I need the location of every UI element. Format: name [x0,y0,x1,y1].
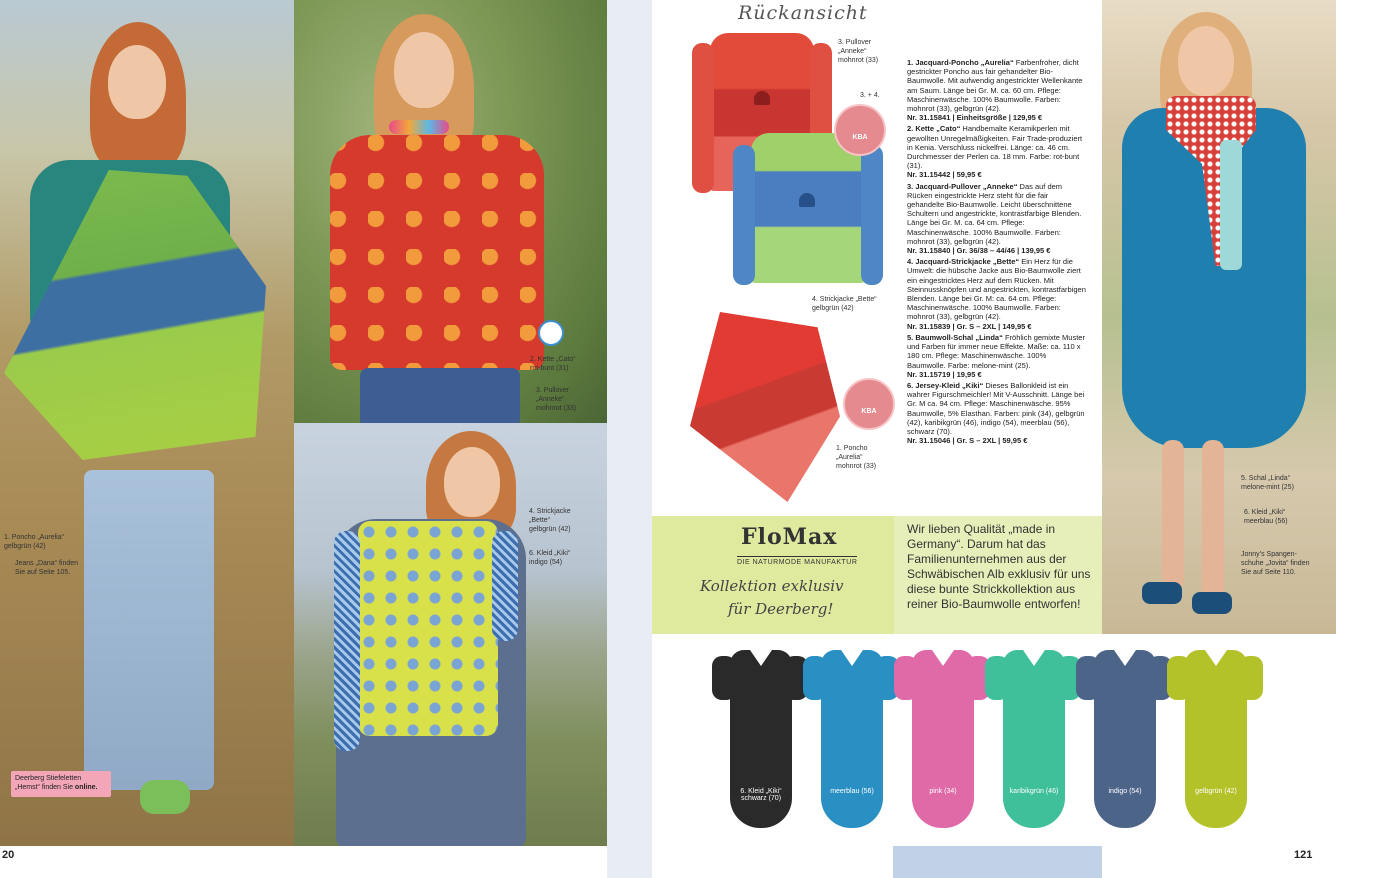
caption-line: Sie auf Seite 105. [15,569,71,576]
heart-icon [799,193,815,207]
caption-line: „Aurelia“ [836,454,863,461]
caption-line: 1. Poncho [836,445,868,452]
dress-swatch[interactable] [803,650,895,828]
caption-line: 6. Kleid „Kiki“ [529,550,571,557]
schal-caption [1241,474,1294,492]
caption-line: 4. Strickjacke „Bette“ [812,296,877,303]
dress-color-label: schwarz (70) [740,795,782,802]
product-descriptions [907,58,1087,447]
caption-line: 3. Pullover [536,387,570,394]
caption-line: meerblau (56) [1244,518,1288,525]
caption-line: 2. Kette „Cato“ [530,356,576,363]
dress-color-label: indigo (54) [1108,788,1142,795]
dress-caption [1171,788,1261,795]
badge-link-text[interactable]: online. [74,784,98,791]
kba-badge [834,104,886,156]
poncho-caption [4,533,64,551]
caption-line: 4. Strickjacke [529,508,571,515]
caption-line: gelbgrün (42) [529,526,571,533]
back-view-title: Rückansicht [738,2,868,24]
caption-line: mohnrot (33) [836,463,877,470]
poncho-model-photo [0,0,294,846]
caption-line: „Anneke“ [838,48,867,55]
product-order: Nr. 31.15841 | Einheitsgröße | 129,95 € [907,113,1043,123]
product-title: 6. Jersey-Kleid „Kiki“ [907,380,984,390]
caption-line: „Bette“ [529,517,551,524]
page-gutter [607,0,652,878]
caption-line: mohnrot (33) [536,405,577,412]
flomax-script-line1: Kollektion exklusiv [700,577,844,595]
caption-line: „Anneke“ [536,396,565,403]
product-text: Fröhlich gemixte Muster und Farben für immer neue Effekte. Maße: ca. 110 x 180 cm. Pflege: Maschinenwäsche. 100% Baumwolle. Farbe: melone-mint (25). [907,332,1085,370]
caption-line: schuhe „Jovita“ finden [1241,560,1310,567]
product-text: Dieses Ballonkleid ist ein wahrer Figurschmeichler! Mit V-Ausschnitt. Länge bei Gr. M ca. 94 cm. Pflege: Maschinenwäsche. 95% Baumwolle, 5% Elasthan. Farben: pink (34), gelbgrün (42), karibikgrün (46), indigo (54), meerblau (56), schwarz (70). [907,380,1085,436]
caption-line: rot-bunt (31) [530,365,569,372]
dress-caption [807,788,897,795]
heart-icon [754,91,770,105]
page-number-left: 20 [2,849,15,861]
dress-caption [989,788,1079,795]
product-order: Nr. 31.15840 | Gr. 36/38 – 44/46 | 139,95 € [907,246,1051,256]
product-order: Nr. 31.15839 | Gr. S – 2XL | 149,95 € [907,321,1032,331]
dress-body [1094,650,1156,828]
kleid-right-caption [1244,508,1288,526]
product-text: Handbemalte Keramikperlen mit gewollten Unregelmäßigkeiten. Fair Trade-produziert in Kenia. Verschluss nickelfrei. Länge: ca. 46 cm. Durchmesser der Perlen ca. 18 mm. Farbe: rot-bunt (31). [907,124,1083,171]
badge-line: Deerberg Stiefeletten [15,775,82,782]
product-title: 5. Baumwoll-Schal „Linda“ [907,332,1003,342]
dress-caption [898,788,988,795]
product-entry [907,182,1087,256]
product-title: 3. Jacquard-Pullover „Anneke“ [907,181,1018,191]
caption-line: mohnrot (33) [838,57,879,64]
flomax-subtitle: DIE NATURMODE MANUFAKTUR [737,556,857,566]
badge-line [15,783,107,792]
dress-body [1185,650,1247,828]
schuhe-caption [1241,550,1309,577]
kba-badge [843,378,895,430]
product-entry [907,58,1087,122]
kette-caption [530,355,576,373]
strickjacke-back-image [733,133,883,288]
dress-color-label: gelbgrün (42) [1195,788,1237,795]
dress-sleeve [1239,656,1263,700]
back-poncho-caption [836,444,876,471]
dress-sleeve [1167,656,1191,700]
dress-sleeve [712,656,736,700]
badge-text: „Hemst“ finden Sie [15,784,75,791]
dress-sleeve [803,656,827,700]
flomax-logo: FloMax [741,524,838,550]
caption-line: gelbgrün (42) [4,543,46,550]
kba-label: KBA [852,134,868,141]
dress-swatch[interactable] [712,650,804,828]
dress-color-label: meerblau (56) [830,788,874,795]
dress-caption [1080,788,1170,795]
product-order: Nr. 31.15046 | Gr. S – 2XL | 59,95 € [907,436,1028,446]
product-order: Nr. 31.15719 | 19,95 € [907,369,982,379]
fairtrade-icon [538,320,564,346]
dress-caption [716,788,806,802]
dress-body [1003,650,1065,828]
product-title: 1. Jacquard-Poncho „Aurelia“ [907,58,1014,67]
dress-body [912,650,974,828]
flomax-script-line2: für Deerberg! [728,600,834,618]
caption-line: indigo (54) [529,559,563,566]
dress-swatch[interactable] [1076,650,1168,828]
caption-line: gelbgrün (42) [812,305,854,312]
kleid-caption [529,549,570,567]
caption-line: 3. Pullover [838,39,872,46]
caption-line: 1. Poncho „Aurelia“ [4,534,64,541]
dress-sleeve [1076,656,1100,700]
dress-color-label: karibikgrün (46) [1009,788,1059,795]
dress-sleeve [985,656,1009,700]
page-footer-strip [893,846,1102,878]
back-pullover-caption [838,38,878,65]
dress-body [821,650,883,828]
caption-line: Sie auf Seite 110. [1241,569,1296,576]
product-entry [907,124,1087,179]
page-number-right: 121 [1294,849,1313,861]
strickjacke-caption [529,507,571,534]
product-text: Ein Herz für die Umwelt: die hübsche Jacke aus Bio-Baumwolle ziert ein eingestricktes Herz auf dem Rücken. Mit Steinnussknöpfen und angestrickten, kontrastfarbigen Blenden. Länge bei Gr. M: ca. 64 cm. Pflege: Maschinenwäsche. 100% Baumwolle. Farben: mohnrot (33), gelbgrün (42). [907,257,1086,322]
product-title: 2. Kette „Cato“ [907,124,961,134]
set-caption: 3. + 4. [860,92,880,99]
pullover-model-photo [294,0,607,423]
product-entry [907,333,1087,379]
caption-line: 5. Schal „Linda“ [1241,475,1291,482]
dress-swatch[interactable] [1167,650,1259,828]
product-entry [907,381,1087,445]
strickjacke-model-photo [294,423,607,846]
dress-color-label: pink (34) [929,788,957,795]
caption-line: melone-mint (25) [1241,484,1294,491]
poncho-red-image [690,312,840,502]
dress-swatch[interactable] [894,650,986,828]
product-text: Das auf dem Rücken eingestrickte Herz steht für die fair gehandelte Bio-Baumwolle. Leicht überschnittene Schultern und angestrickte, kontrastfarbige Blenden. Länge bei Gr. M. ca. 64 cm. Pflege: Maschinenwäsche. 100% Baumwolle. Farben: mohnrot (33), gelbgrün (42). [907,181,1082,246]
pullover-caption [536,386,576,413]
online-badge[interactable] [11,771,111,797]
product-order: Nr. 31.15442 | 59,95 € [907,170,982,180]
kleid-model-photo [1102,0,1336,634]
product-title: 4. Jacquard-Strickjacke „Bette“ [907,257,1020,267]
kba-label: KBA [861,408,877,415]
back-strickjacke-caption [812,295,877,313]
dress-swatch[interactable] [985,650,1077,828]
caption-line: Jeans „Dana“ finden [15,560,79,567]
flomax-description: Wir lieben Qualität „made in Germany“. Darum hat das Familienunternehmen aus der Schwäbischen Alb exklusiv für uns diese bunte Strickkollektion aus reiner Bio-Baumwolle entworfen! [907,522,1091,611]
jeans-caption [15,559,78,577]
caption-line: Jonny’s Spangen- [1241,551,1297,558]
product-text: Farbenfroher, dicht gestrickter Poncho aus fair gehandelter Bio-Baumwolle. Mit aufwendig angestrickter Wellenkante am Saum. Länge bei Gr. M. ca. 60 cm. Pflege: Maschinenwäsche. 100% Baumwolle. Farben: mohnrot (33), gelbgrün (42). [907,58,1083,114]
dress-caption-line: 6. Kleid „Kiki“ [740,788,782,795]
caption-line: 6. Kleid „Kiki“ [1244,509,1286,516]
dress-sleeve [894,656,918,700]
product-entry [907,257,1087,331]
